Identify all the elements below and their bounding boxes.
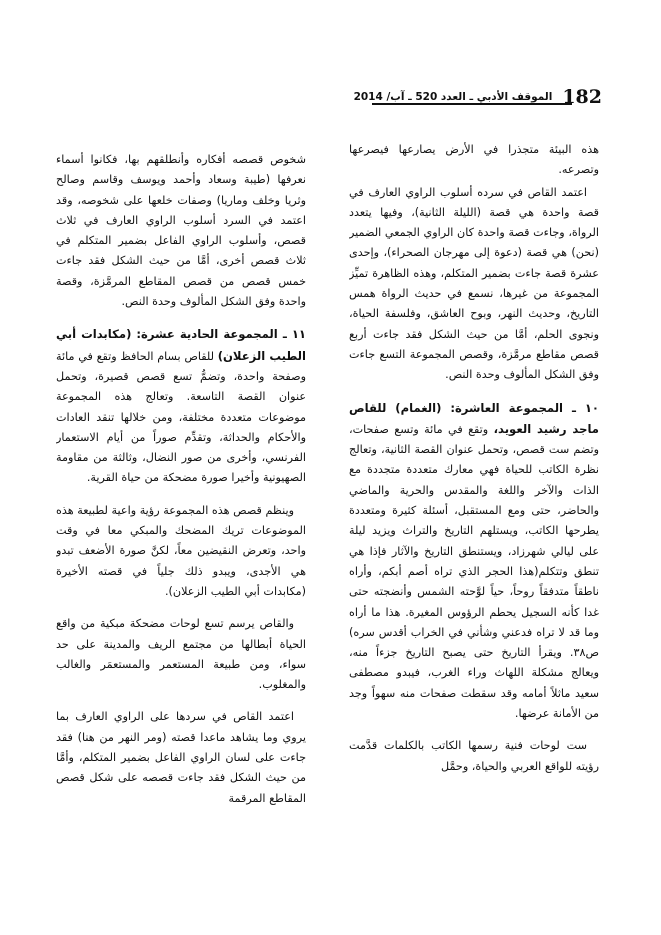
running-title: الموقف الأدبي ـ العدد 520 ـ آب/ 2014	[353, 91, 553, 103]
page-number: 182	[562, 86, 602, 108]
paragraph: شخوص قصصه أفكاره وأنطلقهم بها، فكانوا أسماء نعرفها (طيبة وسعاد وأحمد ويوسف وقاسم وصالح وثريا وخلف وماريا) وصفات خلعها على شخوصه، وقد اعتمد في السرد أسلوب الراوي العارف في ثلاث قصص، وأسلوب الراوي الفاعل بضمير المتكلم في ثلاث قصص أخرى، أمَّا من حيث الشكل فقد جاءت خمس قصص من قصص المقاطع المرمَّزة، وقصة واحدة وفق الشكل المألوف وحدة النص.	[56, 153, 306, 309]
header-rule	[372, 103, 572, 105]
paragraph: وينظم قصص هذه المجموعة رؤية واعية لطبيعة هذه الموضوعات تريك المضحك والمبكي معا في وقت واحد، وتعرض النقيضين معاً، لكنَّ صورة الأضعف تبدو هي الأجدى، ويبدو ذلك جلياً في قصته الأخيرة (مكابدات أبي الطيب الزعلان).	[56, 503, 306, 598]
section-11-text: للقاص بسام الحافظ وتقع في مائة وصفحة واحدة، وتضمُّ تسع قصص قصيرة، وتحمل عنوان القصة التاسعة. وتعالج هذه المجموعة موضوعات متعددة مختلفة، ومن خلالها تنقد العادات والأحكام والحداثة، وتقدِّم صوراً من أيام الاستعمار الفرنسي، وأخرى من صور النضال، وثالثة من مقاومة الصهيونية وأخيرا صورة مضحكة من حياة القرية.	[56, 349, 306, 485]
paragraph: اعتمد القاص في سردها على الراوي العارف بما يروي وما يشاهد ماعدا قصته (ومر النهر من هنا) فقد جاءت على لسان الراوي الفاعل بضمير المتكلم، وأمَّا من حيث الشكل فقد جاءت قصصه على شكل قصص المقاطع المرقمة	[56, 710, 306, 805]
section-11-heading: ١١ ـ المجموعة الحادية عشرة: (مكابدات أبي الطيب الزعلان)	[56, 327, 306, 363]
paragraph: اعتمد القاص في سرده أسلوب الراوي العارف في قصة واحدة هي قصة (الليلة الثانية)، وفيها يتعدد الرواة، وجاءت قصة واحدة كان الراوي الجمعي الضمير (نحن) هي قصة (دعوة إلى مهرجان الصحراء)، وإحدى عشرة قصة جاءت بضمير المتكلم، وهذه الظاهرة تميِّز المجموعة من غيرها، نسمع في حديث الرواة همس التاريخ، وحديث النهر، وبوح العاشق، وفلسفة الحياة، ونجوى الحلم، أمَّا من حيث الشكل فقد جاءت أربع قصص مقاطع مرمَّزة، وقصص المجموعة التسع جاءت وفق الشكل المألوف وحدة النص.	[349, 185, 599, 382]
left-column	[56, 150, 306, 870]
section-10-heading: ١٠ ـ المجموعة العاشرة: (الغمام) للقاص ماجد رشيد العويد،	[349, 400, 599, 436]
paragraph: والقاص يرسم تسع لوحات مضحكة مبكية من واقع الحياة أبطالها من مجتمع الريف والمدينة على حد سواء، ومن طبيعة المستعمر والمستعمَر والغالب والمغلوب.	[56, 617, 306, 692]
paragraph: هذه البيئة متجذرا في الأرض يصارعها فيصرعها وتصرعه.	[349, 143, 599, 177]
section-10-text: وتقع في مائة وتسع صفحات، وتضم ست قصص، وتحمل عنوان القصة الثانية، وتعالج نظرة الكاتب للحياة فهي معارك متعددة متجددة مع الذات والآخر واللغة والمقدس والحرية والماضي والحاضر، حتى ومع المستقبل، أسئلة كثيرة ومتعددة يطرحها الكاتب، ويستلهم التاريخ والتراث ويزيد ليلة على ليالي شهرزاد، ويستنطق التاريخ والآثار فإذا هي تنطق وتتكلم(هذا الحجر الذي تراه أصم أبكم، وأراه ناطقاً متدفقاً روحاً، حياً لوَّحته الشمس وأنضجته حتى غدا كأنه السجيل يحطم الرؤوس المغيرة. هذا ما أراه وما قد لا تراه فدعني وشأني في الخراب أقدس سره) ص٣٨. ويقرأ التاريخ حتى يصبح التاريخ جزءاً منه، ويعالج مشكلة اللهاث وراء الغرب، فيبدو مصطفى سعيد ماثلاً أمامه وقد سقطت صفحات منه سهواً وجد من الأمانة عرضها.	[349, 422, 599, 721]
right-column	[349, 140, 599, 860]
running-header	[353, 84, 602, 110]
paragraph: ست لوحات فنية رسمها الكاتب بالكلمات قدَّمت رؤيته للواقع العربي والحياة، وحمَّل	[349, 739, 599, 773]
